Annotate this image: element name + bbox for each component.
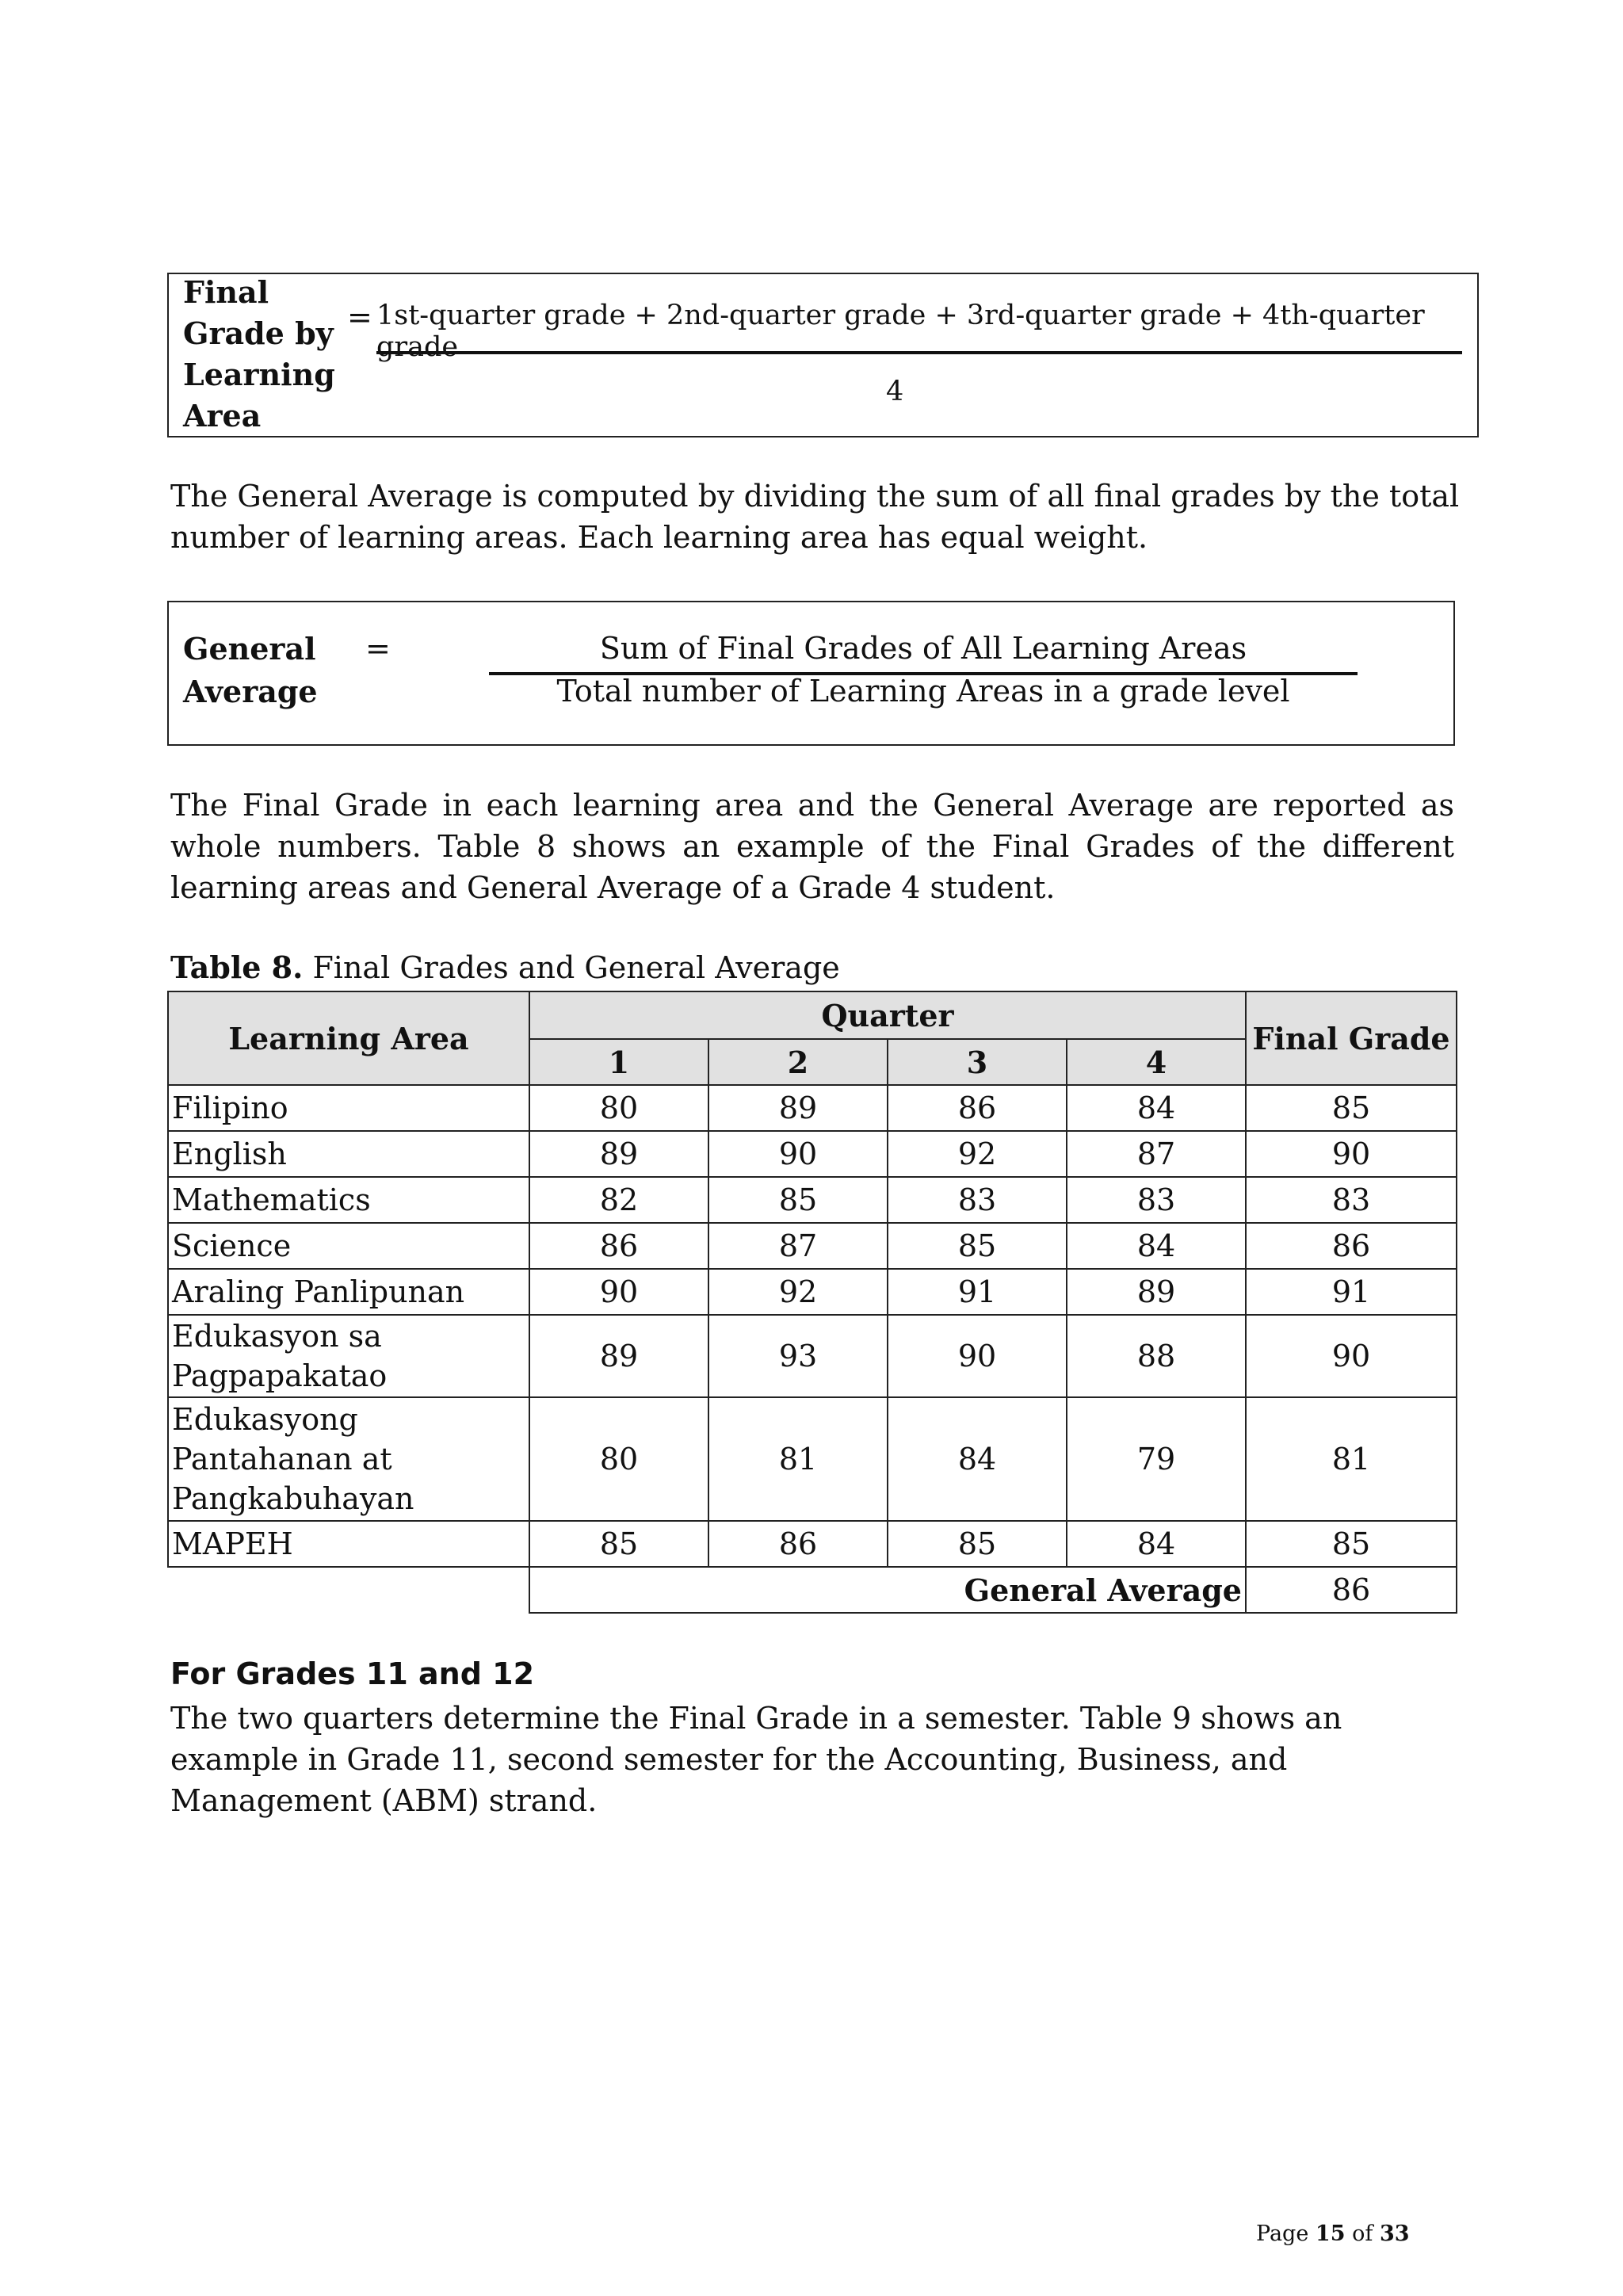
grade-cell: 92	[708, 1269, 888, 1315]
learning-area-cell: Mathematics	[168, 1177, 529, 1223]
final-grade-cell: 90	[1246, 1315, 1457, 1397]
grade-cell: 79	[1067, 1397, 1246, 1521]
paragraph-line: The General Average is computed by dividing the sum of all final grades by the total	[170, 479, 1460, 514]
grade-cell: 85	[529, 1521, 708, 1567]
learning-area-cell: Science	[168, 1223, 529, 1269]
paragraph-line: example in Grade 11, second semester for the Accounting, Business, and	[170, 1742, 1288, 1777]
grade-cell: 85	[888, 1223, 1067, 1269]
formula-denominator: Total number of Learning Areas in a grade level	[556, 674, 1290, 709]
grade-cell: 92	[888, 1131, 1067, 1177]
table-row	[168, 1131, 1457, 1177]
learning-area-cell	[168, 1315, 529, 1397]
formula-denominator: 4	[886, 376, 904, 407]
grade-cell: 84	[1067, 1085, 1246, 1131]
learning-area-cell: Araling Panlipunan	[168, 1269, 529, 1315]
grade-cell: 83	[888, 1177, 1067, 1223]
formula-label-line: Final	[183, 274, 269, 310]
table-row	[168, 1397, 1457, 1521]
grade-cell: 80	[529, 1397, 708, 1521]
formula-label-line: Area	[183, 398, 262, 434]
formula-label-line: General	[183, 631, 316, 667]
header-final-grade: Final Grade	[1246, 991, 1457, 1085]
grade-cell: 85	[888, 1521, 1067, 1567]
grade-cell: 84	[888, 1397, 1067, 1521]
table-caption-text: Final Grades and General Average	[303, 950, 840, 985]
grade-cell: 86	[529, 1223, 708, 1269]
formula-numerator: 1st-quarter grade + 2nd-quarter grade + 3rd-quarter grade + 4th-quarter grade	[376, 300, 1425, 363]
page-word: Page	[1256, 2222, 1309, 2246]
final-grade-cell: 83	[1246, 1177, 1457, 1223]
page-footer	[1256, 2222, 1410, 2246]
header-learning-area: Learning Area	[168, 991, 529, 1085]
table-row	[168, 1269, 1457, 1315]
final-grade-cell: 90	[1246, 1131, 1457, 1177]
grade-cell: 86	[708, 1521, 888, 1567]
header-q1: 1	[529, 1039, 708, 1085]
table-caption-label: Table 8.	[170, 949, 304, 985]
learning-area-cell: Filipino	[168, 1085, 529, 1131]
formula-numerator: Sum of Final Grades of All Learning Areas	[599, 631, 1247, 666]
general-average-label: General Average	[529, 1567, 1246, 1613]
paragraph-line: Management (ABM) strand.	[170, 1783, 598, 1818]
section-heading: For Grades 11 and 12	[170, 1656, 535, 1691]
table-row	[168, 1521, 1457, 1567]
grade-cell: 90	[888, 1315, 1067, 1397]
general-average-row	[168, 1567, 1457, 1613]
formula-label-line: Average	[183, 674, 318, 709]
learning-area-cell	[168, 1397, 529, 1521]
final-grade-formula-box	[167, 273, 1479, 437]
total-pages: 33	[1379, 2222, 1410, 2246]
final-grades-table	[167, 991, 1457, 1614]
grade-cell: 81	[708, 1397, 888, 1521]
grade-cell: 89	[708, 1085, 888, 1131]
grade-cell: 88	[1067, 1315, 1246, 1397]
grade-cell: 86	[888, 1085, 1067, 1131]
table-row	[168, 1085, 1457, 1131]
table-row	[168, 1315, 1457, 1397]
learning-area-cell: English	[168, 1131, 529, 1177]
header-q4: 4	[1067, 1039, 1246, 1085]
final-grade-cell: 91	[1246, 1269, 1457, 1315]
grade-cell: 89	[1067, 1269, 1246, 1315]
formula-label-line: Learning	[183, 357, 335, 392]
of-word: of	[1352, 2222, 1373, 2246]
table-row	[168, 1223, 1457, 1269]
grade-cell: 80	[529, 1085, 708, 1131]
final-grade-cell: 85	[1246, 1521, 1457, 1567]
learning-area-line: Pantahanan at	[172, 1442, 392, 1477]
grade-cell: 90	[529, 1269, 708, 1315]
grade-cell: 89	[529, 1131, 708, 1177]
fraction-bar	[376, 351, 1462, 354]
equals-sign: =	[347, 300, 372, 334]
grade-cell: 85	[708, 1177, 888, 1223]
grade-cell: 84	[1067, 1521, 1246, 1567]
table-caption	[170, 947, 840, 988]
grade-cell: 87	[1067, 1131, 1246, 1177]
grade-cell: 91	[888, 1269, 1067, 1315]
page-number: 15	[1315, 2222, 1346, 2246]
final-grade-cell: 85	[1246, 1085, 1457, 1131]
equals-sign: =	[365, 631, 391, 666]
grade-cell: 84	[1067, 1223, 1246, 1269]
table-row	[168, 1177, 1457, 1223]
learning-area-cell: MAPEH	[168, 1521, 529, 1567]
grade-cell: 87	[708, 1223, 888, 1269]
learning-area-line: Pangkabuhayan	[172, 1481, 414, 1516]
paragraph-line: learning areas and General Average of a Grade 4 student.	[170, 870, 1056, 905]
grade-cell: 89	[529, 1315, 708, 1397]
grade-cell: 82	[529, 1177, 708, 1223]
header-quarter: Quarter	[529, 991, 1246, 1039]
general-average-value: 86	[1246, 1567, 1457, 1613]
general-average-formula-box	[167, 601, 1455, 746]
learning-area-line: Edukasyon sa	[172, 1319, 382, 1354]
paragraph-line: The Final Grade in each learning area and the General Average are reported as	[170, 788, 1454, 823]
paragraph-line: number of learning areas. Each learning area has equal weight.	[170, 520, 1148, 555]
final-grade-cell: 86	[1246, 1223, 1457, 1269]
learning-area-line: Pagpapakatao	[172, 1358, 388, 1393]
paragraph-line: The two quarters determine the Final Grade in a semester. Table 9 shows an	[170, 1701, 1342, 1736]
grade-cell: 93	[708, 1315, 888, 1397]
grade-cell: 90	[708, 1131, 888, 1177]
header-q2: 2	[708, 1039, 888, 1085]
final-grade-cell: 81	[1246, 1397, 1457, 1521]
paragraph-line: whole numbers. Table 8 shows an example of the Final Grades of the different	[170, 829, 1454, 864]
grade-cell: 83	[1067, 1177, 1246, 1223]
header-q3: 3	[888, 1039, 1067, 1085]
formula-label-line: Grade by	[183, 315, 334, 351]
learning-area-line: Edukasyong	[172, 1402, 358, 1437]
